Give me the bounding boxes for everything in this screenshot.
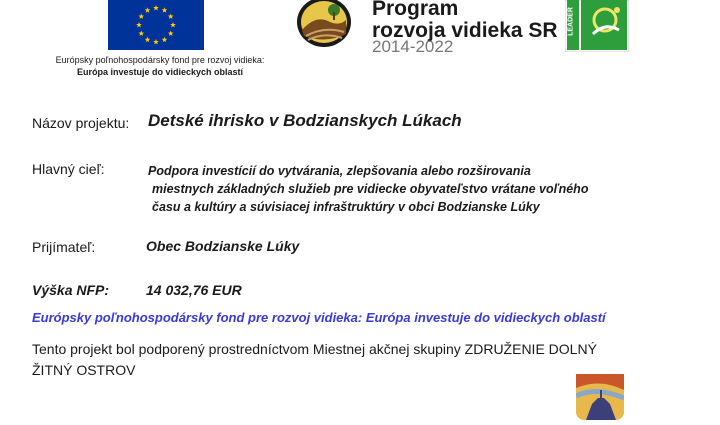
eu-fund-caption xyxy=(20,54,300,78)
recipient-value: Obec Bodzianske Lúky xyxy=(146,238,300,254)
program-title-line1: Program xyxy=(372,0,459,20)
program-title xyxy=(372,0,558,42)
support-statement xyxy=(32,339,597,381)
leader-logo xyxy=(565,0,629,52)
goal-line1: Podpora investícií do vytvárania, zlepšovania alebo rozširovania xyxy=(148,164,531,178)
goal-line3: času a kultúry a súvisiacej infraštruktúry v obci Bodzianske Lúky xyxy=(152,200,540,214)
recipient-label: Prijímateľ: xyxy=(32,239,96,255)
goal-label xyxy=(32,161,105,177)
program-years: 2014-2022 xyxy=(372,37,454,56)
nfp-label: Výška NFP: xyxy=(32,282,110,298)
goal-text xyxy=(148,162,588,216)
eu-caption-line2: Európa investuje do vidieckych oblastí xyxy=(76,67,244,77)
project-name-value: Detské ihrisko v Bodzianskych Lúkach xyxy=(148,111,462,130)
support-line1: Tento projekt bol podporený prostredníctvom Miestnej akčnej skupiny ZDRUŽENIE DOLNÝ xyxy=(32,341,597,357)
fund-statement: Európsky poľnohospodársky fond pre rozvoj vidieka: Európa investuje do vidieckych oblastí xyxy=(32,310,606,325)
prv-emblem-icon xyxy=(296,0,352,48)
goal-line2: miestnych základných služieb pre vidiecke obyvateľstvo vrátane voľného xyxy=(152,182,589,196)
program-title-line2: rozvoja vidieka SR xyxy=(372,19,558,42)
goal-label-text: Hlavný cieľ: xyxy=(32,161,105,177)
mas-logo xyxy=(576,374,624,420)
eu-caption-line1: Európsky poľnohospodársky fond pre rozvoj vidieka: xyxy=(55,55,265,65)
support-line2: ŽITNÝ OSTROV xyxy=(32,362,136,378)
nfp-value: 14 032,76 EUR xyxy=(146,282,242,298)
leader-logo-text: LEADER xyxy=(567,7,575,36)
eu-flag-logo xyxy=(108,0,204,50)
project-name-label: Názov projektu: xyxy=(32,115,130,131)
